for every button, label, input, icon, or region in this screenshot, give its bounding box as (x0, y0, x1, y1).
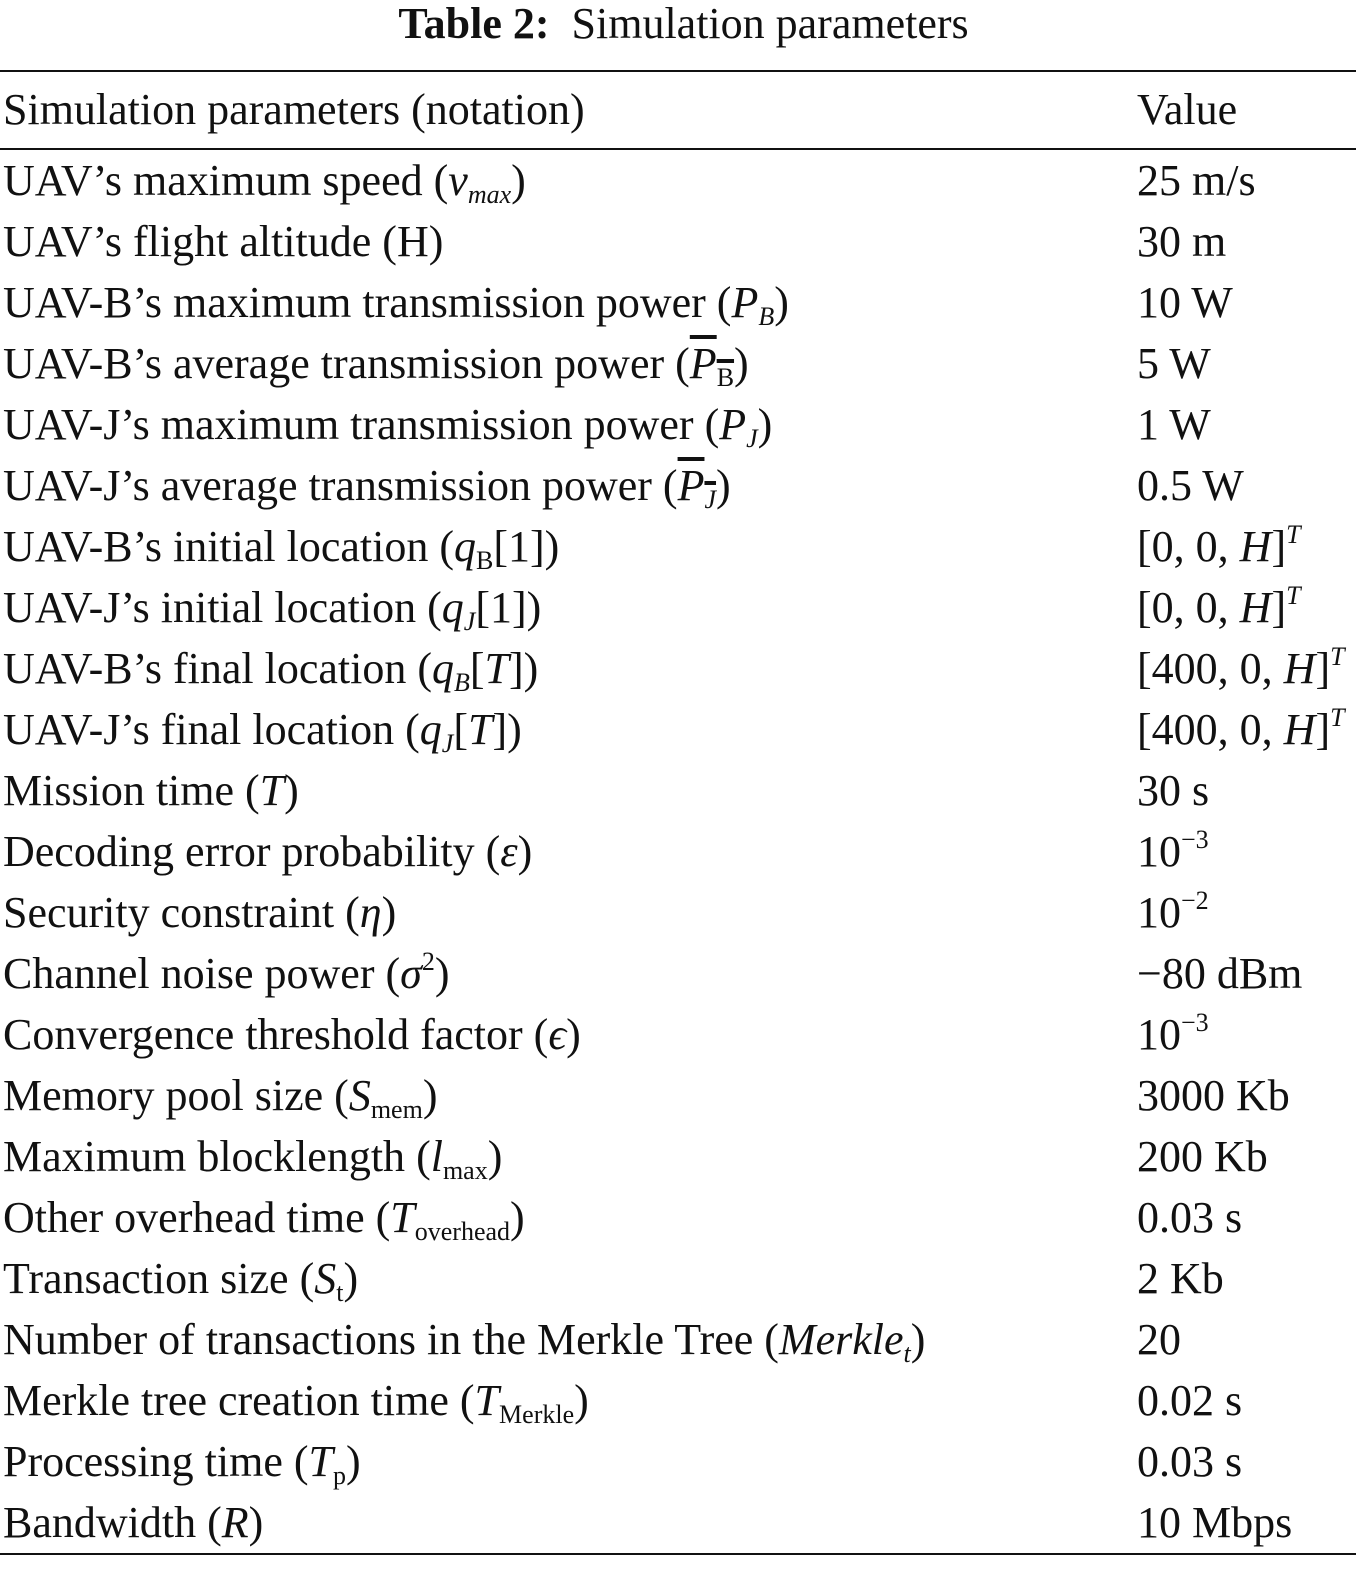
table-row (0, 394, 1356, 455)
parameter-notation (441, 583, 476, 636)
table-row (0, 150, 1356, 211)
notation-symbol: q (431, 644, 454, 693)
value-cell (1137, 211, 1356, 272)
value-cell (1137, 943, 1356, 1004)
notation-subscript: J (746, 424, 758, 453)
notation-symbol: P (677, 461, 705, 510)
notation-symbol: η (359, 888, 382, 937)
parameter-cell: UAV-J’s maximum transmission power $(P_J)$ (3, 400, 773, 453)
parameter-cell: Decoding error probability (ε) (3, 827, 533, 876)
notation-subscript: J (441, 729, 454, 758)
value-cell (1137, 1126, 1356, 1187)
notation-subscript: B (758, 302, 775, 331)
notation-symbol: T (308, 1437, 333, 1486)
value-cell (1137, 1309, 1356, 1370)
parameter-cell: UAV-B’s final location $(q_B[T])$ (3, 644, 539, 697)
value-cell (1137, 1248, 1356, 1309)
value-cell (1137, 150, 1356, 211)
parameter-value: [400, 0, H] (1137, 644, 1331, 693)
parameter-cell: Number of transactions in the Merkle Tree (Merkle$_t$) (3, 1315, 926, 1368)
parameter-notation (448, 156, 512, 209)
parameter-value: 20 (1137, 1315, 1181, 1364)
table-row (0, 577, 1356, 638)
parameter-name: Number of transactions in the Merkle Tree (3, 1315, 754, 1364)
value-superscript: T (1286, 581, 1301, 610)
parameter-cell: UAV-J’s average transmission power $(P_J)$ (3, 461, 731, 514)
parameter-value: [400, 0, H] (1137, 705, 1331, 754)
parameter-notation (397, 217, 429, 266)
table-row (0, 821, 1356, 882)
parameter-value: 30 m (1137, 217, 1227, 266)
value-cell (1137, 394, 1356, 455)
notation-subscript: Merkle (499, 1400, 575, 1429)
notation-symbol: T (259, 766, 285, 815)
notation-symbol: v (448, 156, 468, 205)
parameter-name: UAV’s maximum speed (3, 156, 423, 205)
parameter-cell: Processing time $(T_p)$ (3, 1437, 361, 1490)
notation-symbol: q (441, 583, 464, 632)
table-row (0, 516, 1356, 577)
notation-symbol: q (419, 705, 442, 754)
parameter-notation (260, 766, 284, 815)
notation-subscript: B (716, 363, 735, 392)
table-row (0, 1065, 1356, 1126)
value-cell (1137, 882, 1356, 943)
notation-symbol: ε (500, 827, 518, 876)
table-row (0, 1187, 1356, 1248)
header-parameter: Simulation parameters (notation) (3, 85, 585, 134)
table-row (0, 1370, 1356, 1431)
parameter-value: 10 Mbps (1137, 1498, 1293, 1547)
notation-index: [1] (475, 583, 527, 632)
parameters-table (0, 70, 1356, 1555)
notation-index: [1] (493, 522, 545, 571)
notation-symbol: P (731, 278, 759, 327)
notation-symbol: H (396, 217, 429, 266)
table-row (0, 882, 1356, 943)
parameter-value: −80 dBm (1137, 949, 1303, 998)
value-superscript: T (1286, 520, 1301, 549)
parameter-notation (719, 400, 758, 453)
parameter-notation (419, 705, 454, 758)
parameter-cell: Channel noise power $(\sigma^2)$ (3, 947, 450, 998)
parameter-cell: UAV-J’s initial location $(q_J[1])$ (3, 583, 542, 636)
parameter-name: UAV-B’s final location (3, 644, 407, 693)
parameter-name: Processing time (3, 1437, 283, 1486)
value-cell (1137, 1370, 1356, 1431)
notation-subscript: J (463, 607, 476, 636)
table-row (0, 272, 1356, 333)
table-title: Simulation parameters (571, 0, 969, 48)
notation-symbol: q (454, 522, 477, 571)
table-row (0, 211, 1356, 272)
notation-symbol: ϵ (548, 1010, 567, 1059)
parameter-name: UAV-J’s average transmission power (3, 461, 652, 510)
notation-subscript: p (333, 1461, 346, 1490)
notation-subscript: t (903, 1339, 911, 1368)
table-row (0, 1004, 1356, 1065)
parameter-value: 1 W (1137, 400, 1211, 449)
value-cell (1137, 1492, 1356, 1553)
parameter-notation (222, 1498, 249, 1547)
value-cell (1137, 272, 1356, 333)
parameter-name: Merkle tree creation time (3, 1376, 449, 1425)
parameter-cell: Merkle tree creation time $(T_{Merkle})$ (3, 1376, 589, 1429)
parameter-name: UAV-J’s initial location (3, 583, 417, 632)
parameter-notation (454, 522, 494, 575)
notation-subscript: mem (370, 1095, 423, 1124)
parameter-notation (348, 1071, 423, 1124)
table-row (0, 1309, 1356, 1370)
value-cell (1137, 638, 1356, 699)
value-superscript: −3 (1181, 1008, 1209, 1037)
parameter-notation (778, 1315, 911, 1368)
notation-symbol: S (348, 1071, 371, 1120)
value-cell (1137, 1431, 1356, 1492)
notation-symbol: T (474, 1376, 500, 1425)
parameter-value: 2 Kb (1137, 1254, 1224, 1303)
parameter-notation (677, 461, 717, 514)
parameter-cell: Mission time (T) (3, 766, 299, 815)
parameter-name: UAV’s flight altitude (3, 217, 372, 266)
table-label: Table 2: (398, 0, 550, 48)
notation-subscript: max (467, 180, 512, 209)
parameter-value: 3000 Kb (1137, 1071, 1290, 1120)
parameter-value: 30 s (1137, 766, 1210, 815)
value-superscript: −2 (1181, 886, 1209, 915)
parameter-name: Transaction size (3, 1254, 289, 1303)
notation-subscript: max (442, 1156, 488, 1185)
parameter-name: Security constraint (3, 888, 335, 937)
notation-index: [T] (453, 705, 508, 754)
header-value: Value (1137, 85, 1238, 134)
value-cell (1137, 516, 1356, 577)
parameter-cell: Other overhead time $(T_{overhead})$ (3, 1193, 525, 1246)
table-row (0, 333, 1356, 394)
parameter-cell: UAV-J’s final location $(q_J[T])$ (3, 705, 522, 758)
table-row (0, 943, 1356, 1004)
parameter-notation (314, 1254, 344, 1307)
parameter-cell: UAV’s maximum speed $(v_{max})$ (3, 156, 526, 209)
notation-symbol: l (430, 1132, 443, 1181)
parameter-value: 10 (1137, 888, 1181, 937)
notation-symbol: P (719, 400, 747, 449)
parameter-notation (548, 1010, 566, 1059)
table-body (0, 150, 1356, 1553)
parameter-value: 0.03 s (1137, 1437, 1243, 1486)
value-superscript: −3 (1181, 825, 1209, 854)
table-row (0, 699, 1356, 760)
parameter-cell: Memory pool size $(S_{mem})$ (3, 1071, 438, 1124)
value-superscript: T (1330, 703, 1345, 732)
parameter-value: 5 W (1137, 339, 1211, 388)
parameter-notation (390, 1193, 511, 1246)
notation-symbol: R (221, 1498, 249, 1547)
notation-symbol: T (390, 1193, 415, 1242)
parameter-notation (360, 888, 382, 937)
parameter-notation (308, 1437, 346, 1490)
parameter-name: Maximum blocklength (3, 1132, 406, 1181)
parameter-notation (430, 1132, 488, 1185)
notation-symbol: P (689, 339, 717, 388)
table-row (0, 638, 1356, 699)
parameter-cell: Maximum blocklength $(l_{max})$ (3, 1132, 503, 1185)
parameter-value: 0.03 s (1137, 1193, 1243, 1242)
parameter-name: Channel noise power (3, 949, 375, 998)
parameter-name: UAV-J’s maximum transmission power (3, 400, 694, 449)
value-cell (1137, 821, 1356, 882)
parameter-cell: Bandwidth (R) (3, 1498, 264, 1547)
parameter-name: Decoding error probability (3, 827, 475, 876)
value-cell (1137, 760, 1356, 821)
parameter-cell: UAV’s flight altitude (H) (3, 217, 444, 266)
parameter-value: 10 (1137, 827, 1181, 876)
parameter-name: UAV-B’s maximum transmission power (3, 278, 706, 327)
parameter-value: 200 Kb (1137, 1132, 1268, 1181)
parameter-value: 10 (1137, 1010, 1181, 1059)
parameter-cell: UAV-B’s maximum transmission power $(P_B)$ (3, 278, 789, 331)
notation-symbol: S (314, 1254, 337, 1303)
parameter-notation (431, 644, 470, 697)
notation-subscript: B (453, 668, 470, 697)
parameter-name: UAV-B’s initial location (3, 522, 429, 571)
value-cell (1137, 699, 1356, 760)
parameter-value: [0, 0, H] (1137, 522, 1287, 571)
parameter-notation (400, 949, 435, 998)
table-row (0, 1126, 1356, 1187)
parameter-notation (731, 278, 775, 331)
value-cell (1137, 455, 1356, 516)
parameter-cell: UAV-B’s initial location $(q_B[1])$ (3, 522, 560, 575)
table-row (0, 1492, 1356, 1553)
parameter-cell: UAV-B’s average transmission power $(P_B)$ (3, 339, 749, 392)
parameter-name: Other overhead time (3, 1193, 365, 1242)
parameter-value: 25 m/s (1137, 156, 1256, 205)
table-row (0, 1431, 1356, 1492)
value-cell (1137, 577, 1356, 638)
notation-symbol: Merkle (778, 1315, 904, 1364)
table-row (0, 455, 1356, 516)
header-row (0, 72, 1356, 148)
notation-subscript: J (704, 485, 717, 514)
parameter-value: [0, 0, H] (1137, 583, 1287, 632)
value-cell (1137, 333, 1356, 394)
value-superscript: T (1330, 642, 1345, 671)
notation-symbol: σ (400, 949, 422, 998)
bottom-rule (0, 1553, 1356, 1555)
parameter-cell: Transaction size $(S_t)$ (3, 1254, 359, 1307)
notation-subscript: overhead (414, 1217, 511, 1246)
table-row (0, 1248, 1356, 1309)
parameter-notation (500, 827, 517, 876)
parameter-name: Convergence threshold factor (3, 1010, 523, 1059)
notation-superscript: 2 (421, 947, 435, 976)
parameter-name: Memory pool size (3, 1071, 324, 1120)
value-cell (1137, 1004, 1356, 1065)
parameter-notation (474, 1376, 575, 1429)
parameter-name: Mission time (3, 766, 235, 815)
table-row (0, 760, 1356, 821)
notation-index: [T] (469, 644, 524, 693)
notation-subscript: B (476, 546, 494, 575)
parameter-name: UAV-B’s average transmission power (3, 339, 665, 388)
parameter-value: 10 W (1137, 278, 1233, 327)
notation-subscript: t (336, 1278, 344, 1307)
parameter-cell: Convergence threshold factor (ϵ) (3, 1010, 581, 1059)
parameter-notation (689, 339, 735, 392)
value-cell (1137, 1187, 1356, 1248)
parameter-value: 0.5 W (1137, 461, 1244, 510)
parameter-name: UAV-J’s final location (3, 705, 395, 754)
parameter-cell: Security constraint (η) (3, 888, 397, 937)
value-cell (1137, 1065, 1356, 1126)
table-caption (0, 0, 1367, 50)
parameter-value: 0.02 s (1137, 1376, 1243, 1425)
parameter-name: Bandwidth (3, 1498, 197, 1547)
